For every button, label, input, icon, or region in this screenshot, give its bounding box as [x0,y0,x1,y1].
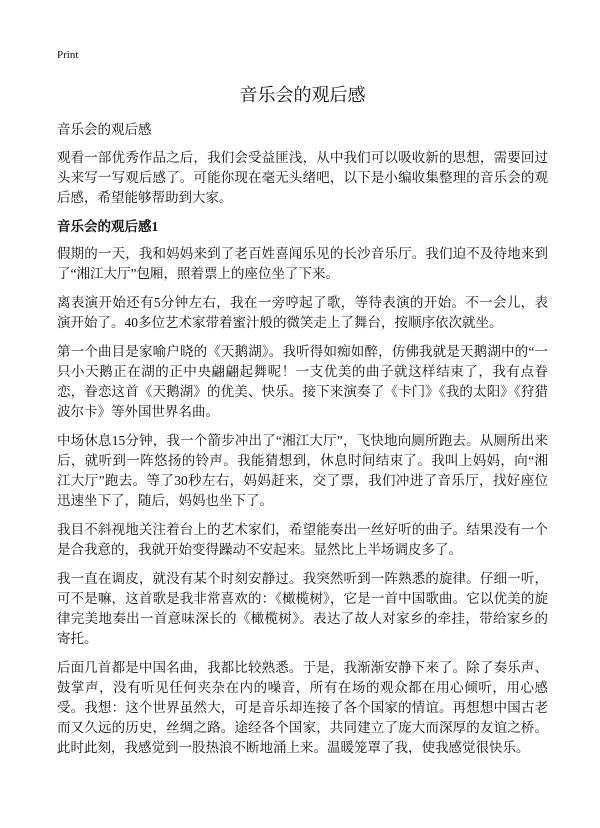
body-paragraph: 中场休息15分钟，我一个箭步冲出了“湘江大厅”，飞快地向厕所跑去。从厕所出来后，就听到一阵悠扬的铃声。我能猜想到，休息时间结束了。我叫上妈妈，向“湘江大厅”跑去。等了30秒左右，妈妈赶来，交了票，我们冲进了音乐厅，找好座位迅速坐下了，随后，妈妈也坐下了。 [57,433,548,508]
body-paragraph: 我目不斜视地关注着台上的艺术家们，希望能奏出一丝好听的曲子。结果没有一个是合我意的，我就开始变得躁动不安起来。显然比上半场调皮多了。 [57,522,548,557]
body-paragraph: 后面几首都是中国名曲，我都比较熟悉。于是，我渐渐安静下来了。除了奏乐声、鼓掌声，没有听见任何夹杂在内的噪音，所有在场的观众都在用心倾听，用心感受。我想：这个世界虽然大，可是音乐却连接了各个国家的情谊。再想想中国古老而又久远的历史，丝绸之路。途经各个国家，共同建立了庞大而深厚的友谊之桥。此时此刻，我感觉到一股热浪不断地涌上来。温暖笼罩了我，使我感觉很快乐。 [57,660,548,755]
document-title: 音乐会的观后感 [239,85,366,105]
document-subtitle: 音乐会的观后感 [57,122,152,137]
body-paragraph: 第一个曲目是家喻户晓的《天鹅湖》。我听得如痴如醉，仿佛我就是天鹅湖中的“一只小天鹅正在湖的正中央翩翩起舞呢！一支优美的曲子就这样结束了，我有点眷恋，眷恋这首《天鹅湖》的优美、快乐。接下来演奏了《卡门》《我的太阳》《狩猎波尔卡》等外国世界名曲。 [57,344,548,419]
body-paragraph: 我一直在调皮，就没有某个时刻安静过。我突然听到一阵熟悉的旋律。仔细一听，可不是嘛，这首歌是我非常喜欢的：《橄榄树》，它是一首中国歌曲。它以优美的旋律完美地奏出一首意味深长的《橄榄树》。表达了故人对家乡的牵挂，带给家乡的寄托。 [57,571,548,646]
body-paragraph: 假期的一天，我和妈妈来到了老百姓喜闻乐见的长沙音乐厅。我们迫不及待地来到了“湘江大厅”包厢，照着票上的座位坐了下来。 [57,246,548,281]
section-heading: 音乐会的观后感1 [57,219,159,234]
intro-paragraph: 观看一部优秀作品之后，我们会受益匪浅，从中我们可以吸收新的思想，需要回过头来写一写观后感了。可能你现在毫无头绪吧，以下是小编收集整理的音乐会的观后感，希望能够帮助到大家。 [57,150,548,205]
print-label: Print [57,49,79,61]
body-paragraph: 离表演开始还有5分钟左右，我在一旁哼起了歌，等待表演的开始。不一会儿，表演开始了。40多位艺术家带着蜜汁般的微笑走上了舞台，按顺序依次就坐。 [57,295,548,330]
